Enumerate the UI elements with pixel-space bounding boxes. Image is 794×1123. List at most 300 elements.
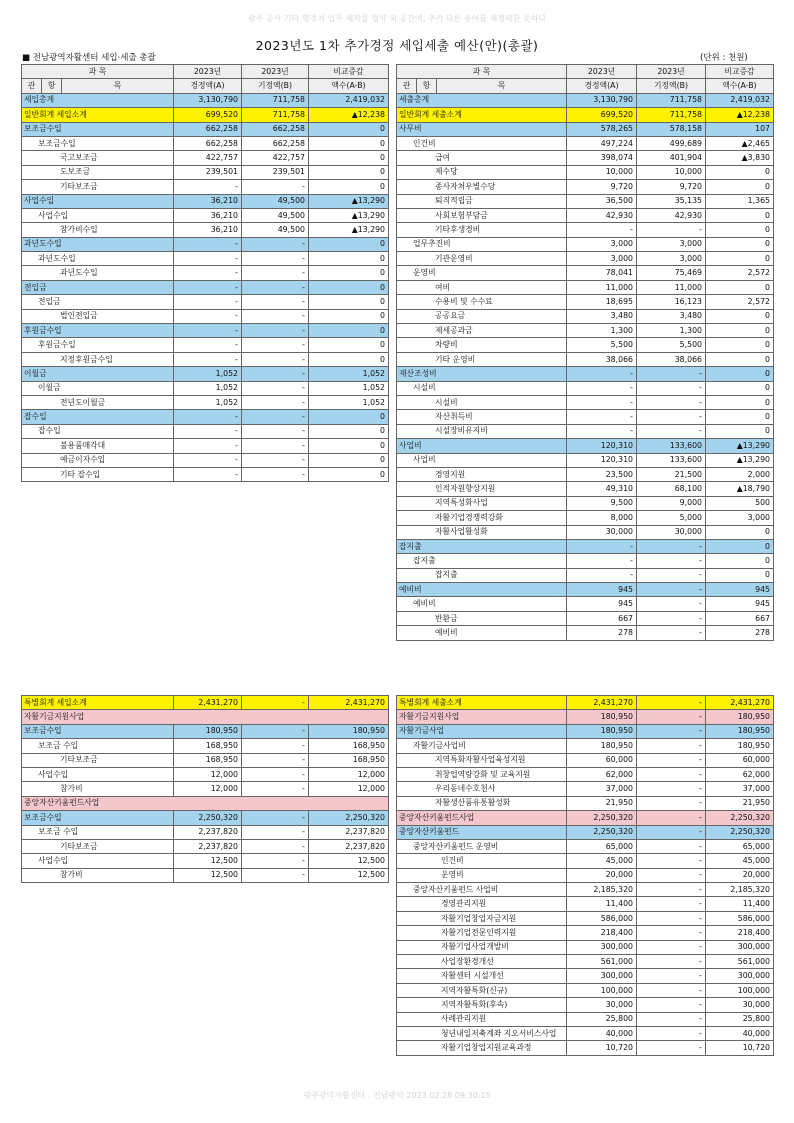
diff-cell: 0 xyxy=(309,324,389,338)
diff-cell: ▲3,830 xyxy=(706,151,774,165)
col-header-compare: 비교증감 xyxy=(706,65,774,79)
diff-cell: 1,052 xyxy=(309,367,389,381)
diff-cell: ▲13,290 xyxy=(309,194,389,208)
table-row xyxy=(397,511,774,525)
amount-b-cell: - xyxy=(242,811,309,825)
diff-cell: 0 xyxy=(706,223,774,237)
amount-b-cell: - xyxy=(637,223,706,237)
amount-a-cell: 168,950 xyxy=(174,739,242,753)
row-label: 보조금 수입 xyxy=(22,739,174,753)
col-header-amount-b: 기정액(B) xyxy=(242,79,309,93)
table-row xyxy=(22,439,389,453)
col-header-year-b: 2023년 xyxy=(242,65,309,79)
amount-b-cell: - xyxy=(637,583,706,597)
amount-a-cell: 1,052 xyxy=(174,367,242,381)
table-row xyxy=(22,381,389,395)
diff-cell: ▲13,290 xyxy=(309,223,389,237)
table-row xyxy=(22,338,389,352)
diff-cell: 12,500 xyxy=(309,854,389,868)
diff-cell: 1,052 xyxy=(309,395,389,409)
table-row xyxy=(397,811,774,825)
row-label: 제세공과금 xyxy=(397,324,567,338)
row-label: 일반회계 세출소계 xyxy=(397,108,567,122)
amount-b-cell: - xyxy=(242,367,309,381)
diff-cell: 0 xyxy=(706,367,774,381)
diff-cell: 0 xyxy=(706,554,774,568)
row-label: 참가비 xyxy=(22,782,174,796)
header-row xyxy=(397,65,774,79)
amount-a-cell: - xyxy=(174,424,242,438)
row-label: 잡지출 xyxy=(397,539,567,553)
table-row xyxy=(22,136,389,150)
row-label: 전년도이월금 xyxy=(22,395,174,409)
row-label: 잡수입 xyxy=(22,424,174,438)
row-label: 예비비 xyxy=(397,583,567,597)
table-row xyxy=(397,309,774,323)
amount-a-cell: 37,000 xyxy=(567,782,637,796)
table-row xyxy=(397,180,774,194)
amount-a-cell: 699,520 xyxy=(567,108,637,122)
row-label: 세출총계 xyxy=(397,93,567,107)
diff-cell: ▲12,238 xyxy=(706,108,774,122)
amount-b-cell: - xyxy=(242,854,309,868)
row-label: 자활센터 시설개선 xyxy=(397,969,567,983)
table-row xyxy=(397,482,774,496)
amount-b-cell: - xyxy=(637,381,706,395)
col-header-year-a: 2023년 xyxy=(567,65,637,79)
amount-a-cell: - xyxy=(174,309,242,323)
amount-a-cell: 278 xyxy=(567,626,637,640)
row-label: 청년내일저축계좌 지오서비스사업 xyxy=(397,1026,567,1040)
diff-cell: 2,572 xyxy=(706,295,774,309)
row-label: 중앙자산키움펀드 xyxy=(397,825,567,839)
amount-b-cell: - xyxy=(637,883,706,897)
row-label: 사회보험부담금 xyxy=(397,208,567,222)
table-row xyxy=(397,439,774,453)
row-label: 자활기업창업자금지원 xyxy=(397,911,567,925)
row-label: 시설비 xyxy=(397,395,567,409)
row-label: 기타보조금 xyxy=(22,180,174,194)
diff-cell: 0 xyxy=(706,525,774,539)
table-row xyxy=(397,338,774,352)
table-row xyxy=(397,194,774,208)
diff-cell: ▲12,238 xyxy=(309,108,389,122)
amount-a-cell: - xyxy=(567,381,637,395)
diff-cell: 11,400 xyxy=(706,897,774,911)
amount-a-cell: 239,501 xyxy=(174,165,242,179)
amount-a-cell: 40,000 xyxy=(567,1026,637,1040)
diff-cell: 3,000 xyxy=(706,511,774,525)
expense-general-table xyxy=(396,64,774,641)
table-row xyxy=(22,825,389,839)
diff-cell: 21,950 xyxy=(706,796,774,810)
table-row xyxy=(22,108,389,122)
row-label: 우리동네수호천사 xyxy=(397,782,567,796)
amount-a-cell: 11,000 xyxy=(567,280,637,294)
row-label: 사무비 xyxy=(397,122,567,136)
amount-b-cell: 10,000 xyxy=(637,165,706,179)
table-row xyxy=(22,324,389,338)
diff-cell: 2,185,320 xyxy=(706,883,774,897)
row-label: 지역특화자활사업육성지원 xyxy=(397,753,567,767)
header-row xyxy=(22,79,389,93)
diff-cell: 0 xyxy=(309,295,389,309)
amount-b-cell: - xyxy=(637,839,706,853)
amount-a-cell: 20,000 xyxy=(567,868,637,882)
row-label: 이월금 xyxy=(22,367,174,381)
amount-a-cell: 168,950 xyxy=(174,753,242,767)
amount-b-cell: - xyxy=(637,410,706,424)
diff-cell: 0 xyxy=(309,453,389,467)
amount-b-cell: - xyxy=(637,611,706,625)
diff-cell: 2,000 xyxy=(706,467,774,481)
table-row xyxy=(22,868,389,882)
section-subtitle: ■ 전남광역자활센터 세입·세출 총괄 xyxy=(22,53,156,63)
amount-b-cell: 239,501 xyxy=(242,165,309,179)
amount-b-cell: - xyxy=(637,1041,706,1055)
unit-label: (단위 : 천원) xyxy=(700,53,748,63)
diff-cell: 0 xyxy=(706,309,774,323)
table-row xyxy=(397,839,774,853)
col-header-gwamok: 과 목 xyxy=(397,65,567,79)
amount-a-cell: - xyxy=(567,539,637,553)
diff-cell: 0 xyxy=(706,410,774,424)
amount-b-cell: - xyxy=(242,724,309,738)
row-label: 보조금수입 xyxy=(22,811,174,825)
amount-a-cell: 2,250,320 xyxy=(174,811,242,825)
row-label: 자활기업창업지원교육과정 xyxy=(397,1041,567,1055)
amount-a-cell: - xyxy=(174,352,242,366)
amount-b-cell: 662,258 xyxy=(242,122,309,136)
diff-cell: 0 xyxy=(706,324,774,338)
diff-cell: 0 xyxy=(309,151,389,165)
diff-cell: 0 xyxy=(309,439,389,453)
diff-cell: 168,950 xyxy=(309,753,389,767)
table-row xyxy=(397,868,774,882)
amount-a-cell: 2,250,320 xyxy=(567,825,637,839)
amount-a-cell: 11,400 xyxy=(567,897,637,911)
table-row xyxy=(397,897,774,911)
col-header-diff: 액수(A-B) xyxy=(706,79,774,93)
diff-cell: 10,720 xyxy=(706,1041,774,1055)
amount-a-cell: 12,500 xyxy=(174,868,242,882)
amount-a-cell: 2,185,320 xyxy=(567,883,637,897)
amount-b-cell: - xyxy=(637,696,706,710)
table-row xyxy=(22,767,389,781)
amount-a-cell: 3,130,790 xyxy=(567,93,637,107)
amount-a-cell: 12,500 xyxy=(174,854,242,868)
amount-a-cell: 36,500 xyxy=(567,194,637,208)
col-header-hang: 항 xyxy=(417,79,437,93)
diff-cell: 2,237,820 xyxy=(309,839,389,853)
table-row xyxy=(397,467,774,481)
diff-cell: 0 xyxy=(706,539,774,553)
diff-cell: 0 xyxy=(706,180,774,194)
diff-cell: 300,000 xyxy=(706,969,774,983)
amount-b-cell: 499,689 xyxy=(637,136,706,150)
table-row xyxy=(397,597,774,611)
table-row xyxy=(22,223,389,237)
amount-b-cell: - xyxy=(637,998,706,1012)
table-row xyxy=(22,410,389,424)
col-header-mok: 목 xyxy=(437,79,567,93)
amount-b-cell: - xyxy=(637,739,706,753)
table-row xyxy=(397,753,774,767)
amount-a-cell: 586,000 xyxy=(567,911,637,925)
diff-cell: 300,000 xyxy=(706,940,774,954)
row-label: 보조금 수입 xyxy=(22,825,174,839)
amount-a-cell: 218,400 xyxy=(567,926,637,940)
amount-b-cell: 49,500 xyxy=(242,194,309,208)
row-label: 사업수입 xyxy=(22,194,174,208)
amount-b-cell: - xyxy=(242,295,309,309)
amount-a-cell: - xyxy=(567,395,637,409)
table-row xyxy=(397,696,774,710)
table-row xyxy=(397,940,774,954)
row-label: 지정후원금수입 xyxy=(22,352,174,366)
table-row xyxy=(22,352,389,366)
amount-b-cell: - xyxy=(242,467,309,481)
amount-a-cell: 12,000 xyxy=(174,782,242,796)
amount-a-cell: 49,310 xyxy=(567,482,637,496)
amount-a-cell: 9,720 xyxy=(567,180,637,194)
table-row xyxy=(397,739,774,753)
diff-cell: 1,052 xyxy=(309,381,389,395)
table-row xyxy=(22,724,389,738)
amount-a-cell: 12,000 xyxy=(174,767,242,781)
row-label: 사례관리지원 xyxy=(397,1012,567,1026)
amount-a-cell: 5,500 xyxy=(567,338,637,352)
row-label: 이월금 xyxy=(22,381,174,395)
table-row xyxy=(397,280,774,294)
row-label: 자활기금사업 xyxy=(397,724,567,738)
amount-a-cell: - xyxy=(174,252,242,266)
amount-b-cell: - xyxy=(242,739,309,753)
amount-b-cell: - xyxy=(242,868,309,882)
diff-cell: 2,572 xyxy=(706,266,774,280)
amount-b-cell: 3,000 xyxy=(637,237,706,251)
col-header-year-b: 2023년 xyxy=(637,65,706,79)
diff-cell: 0 xyxy=(309,180,389,194)
diff-cell: 180,950 xyxy=(309,724,389,738)
amount-b-cell: - xyxy=(242,782,309,796)
table-row xyxy=(397,108,774,122)
diff-cell: 180,950 xyxy=(706,710,774,724)
row-label: 보조금수입 xyxy=(22,724,174,738)
table-row xyxy=(22,753,389,767)
table-row xyxy=(22,122,389,136)
table-row xyxy=(397,539,774,553)
row-label: 잡지출 xyxy=(397,568,567,582)
row-label: 퇴직적립금 xyxy=(397,194,567,208)
amount-b-cell: - xyxy=(242,324,309,338)
row-label: 차량비 xyxy=(397,338,567,352)
col-header-year-a: 2023년 xyxy=(174,65,242,79)
amount-a-cell: 1,300 xyxy=(567,324,637,338)
amount-b-cell: 133,600 xyxy=(637,439,706,453)
amount-b-cell: 401,904 xyxy=(637,151,706,165)
amount-b-cell: 711,758 xyxy=(637,93,706,107)
diff-cell: 20,000 xyxy=(706,868,774,882)
amount-a-cell: 9,500 xyxy=(567,496,637,510)
diff-cell: 168,950 xyxy=(309,739,389,753)
amount-b-cell: 49,500 xyxy=(242,223,309,237)
amount-b-cell: - xyxy=(637,782,706,796)
row-label: 사업장환경개선 xyxy=(397,955,567,969)
amount-a-cell: 42,930 xyxy=(567,208,637,222)
table-row xyxy=(397,352,774,366)
amount-a-cell: 100,000 xyxy=(567,983,637,997)
amount-b-cell: - xyxy=(637,424,706,438)
table-row xyxy=(22,266,389,280)
row-label: 후원금수입 xyxy=(22,324,174,338)
table-row xyxy=(22,194,389,208)
table-row xyxy=(397,724,774,738)
diff-cell: 667 xyxy=(706,611,774,625)
amount-a-cell: 36,210 xyxy=(174,208,242,222)
table-row xyxy=(397,165,774,179)
amount-b-cell: 711,758 xyxy=(242,93,309,107)
row-label: 전입금 xyxy=(22,295,174,309)
table-row xyxy=(22,424,389,438)
amount-b-cell: - xyxy=(242,338,309,352)
amount-a-cell: 699,520 xyxy=(174,108,242,122)
amount-b-cell: 9,720 xyxy=(637,180,706,194)
col-header-diff: 액수(A-B) xyxy=(309,79,389,93)
amount-b-cell: 9,000 xyxy=(637,496,706,510)
amount-b-cell: 1,300 xyxy=(637,324,706,338)
row-label: 참가비수입 xyxy=(22,223,174,237)
table-row xyxy=(397,252,774,266)
amount-b-cell: 16,123 xyxy=(637,295,706,309)
table-row xyxy=(397,926,774,940)
diff-cell: 0 xyxy=(706,381,774,395)
amount-a-cell: 945 xyxy=(567,597,637,611)
amount-b-cell: - xyxy=(242,696,309,710)
diff-cell: ▲2,465 xyxy=(706,136,774,150)
table-row xyxy=(22,165,389,179)
col-header-amount-a: 경정액(A) xyxy=(174,79,242,93)
diff-cell: 60,000 xyxy=(706,753,774,767)
amount-a-cell: - xyxy=(174,338,242,352)
amount-a-cell: 2,250,320 xyxy=(567,811,637,825)
row-label: 사업비 xyxy=(397,453,567,467)
table-row xyxy=(397,710,774,724)
row-label: 잡지출 xyxy=(397,554,567,568)
faint-header-text: 광주 공사 기타 행정처 업무 제작물 협약 외 공간에, 추가 다른 용어를 재정리한 듯하다 xyxy=(247,14,547,23)
table-row xyxy=(397,554,774,568)
amount-a-cell: 300,000 xyxy=(567,940,637,954)
amount-b-cell: 5,000 xyxy=(637,511,706,525)
amount-a-cell: 10,000 xyxy=(567,165,637,179)
amount-b-cell: 133,600 xyxy=(637,453,706,467)
table-row xyxy=(22,796,389,810)
row-label: 자활기금사업비 xyxy=(397,739,567,753)
diff-cell: 945 xyxy=(706,583,774,597)
row-label: 운영비 xyxy=(397,868,567,882)
table-row xyxy=(22,467,389,481)
row-label: 보조금수입 xyxy=(22,136,174,150)
table-row xyxy=(397,782,774,796)
amount-a-cell: - xyxy=(567,410,637,424)
diff-cell: 65,000 xyxy=(706,839,774,853)
row-label: 기타보조금 xyxy=(22,753,174,767)
amount-b-cell: - xyxy=(242,753,309,767)
table-row xyxy=(397,568,774,582)
amount-b-cell: 11,000 xyxy=(637,280,706,294)
amount-b-cell: - xyxy=(242,266,309,280)
amount-b-cell: - xyxy=(637,724,706,738)
row-label: 수용비 및 수수료 xyxy=(397,295,567,309)
row-label: 기관운영비 xyxy=(397,252,567,266)
amount-a-cell: - xyxy=(567,568,637,582)
diff-cell: 0 xyxy=(309,165,389,179)
diff-cell: 12,500 xyxy=(309,868,389,882)
table-row xyxy=(22,237,389,251)
amount-a-cell: 3,000 xyxy=(567,252,637,266)
amount-b-cell: - xyxy=(242,352,309,366)
table-row xyxy=(397,983,774,997)
row-label: 지역특성화사업 xyxy=(397,496,567,510)
row-label: 업무추진비 xyxy=(397,237,567,251)
amount-b-cell: 30,000 xyxy=(637,525,706,539)
col-header-amount-b: 기정액(B) xyxy=(637,79,706,93)
income-general-table xyxy=(21,64,389,482)
diff-cell: 0 xyxy=(706,338,774,352)
diff-cell: 2,431,270 xyxy=(309,696,389,710)
amount-b-cell: 5,500 xyxy=(637,338,706,352)
expense-special-table xyxy=(396,695,774,1056)
amount-a-cell: 180,950 xyxy=(567,739,637,753)
row-label: 자활기금지원사업 xyxy=(397,710,567,724)
row-label: 자활사업활성화 xyxy=(397,525,567,539)
amount-b-cell: 42,930 xyxy=(637,208,706,222)
amount-a-cell: 78,041 xyxy=(567,266,637,280)
row-label: 인적자원향상지원 xyxy=(397,482,567,496)
diff-cell: 100,000 xyxy=(706,983,774,997)
table-row xyxy=(397,998,774,1012)
diff-cell: 586,000 xyxy=(706,911,774,925)
amount-a-cell: 180,950 xyxy=(174,724,242,738)
diff-cell: 0 xyxy=(706,208,774,222)
amount-b-cell: - xyxy=(637,940,706,954)
row-label: 기타 잡수입 xyxy=(22,467,174,481)
table-row xyxy=(397,395,774,409)
amount-a-cell: - xyxy=(567,424,637,438)
amount-b-cell: - xyxy=(637,710,706,724)
row-label: 중앙자산키움펀드사업 xyxy=(22,796,389,810)
diff-cell: 0 xyxy=(706,352,774,366)
amount-b-cell: 21,500 xyxy=(637,467,706,481)
diff-cell: 12,000 xyxy=(309,782,389,796)
row-label: 반환금 xyxy=(397,611,567,625)
amount-b-cell: - xyxy=(242,410,309,424)
amount-a-cell: 62,000 xyxy=(567,767,637,781)
diff-cell: 0 xyxy=(309,338,389,352)
amount-b-cell: - xyxy=(242,839,309,853)
amount-b-cell: - xyxy=(637,367,706,381)
row-label: 도보조금 xyxy=(22,165,174,179)
diff-cell: 945 xyxy=(706,597,774,611)
diff-cell: 25,800 xyxy=(706,1012,774,1026)
amount-a-cell: 3,000 xyxy=(567,237,637,251)
table-row xyxy=(22,854,389,868)
amount-b-cell: 578,158 xyxy=(637,122,706,136)
diff-cell: 30,000 xyxy=(706,998,774,1012)
table-row xyxy=(22,811,389,825)
col-header-hang: 항 xyxy=(42,79,62,93)
amount-b-cell: - xyxy=(637,395,706,409)
